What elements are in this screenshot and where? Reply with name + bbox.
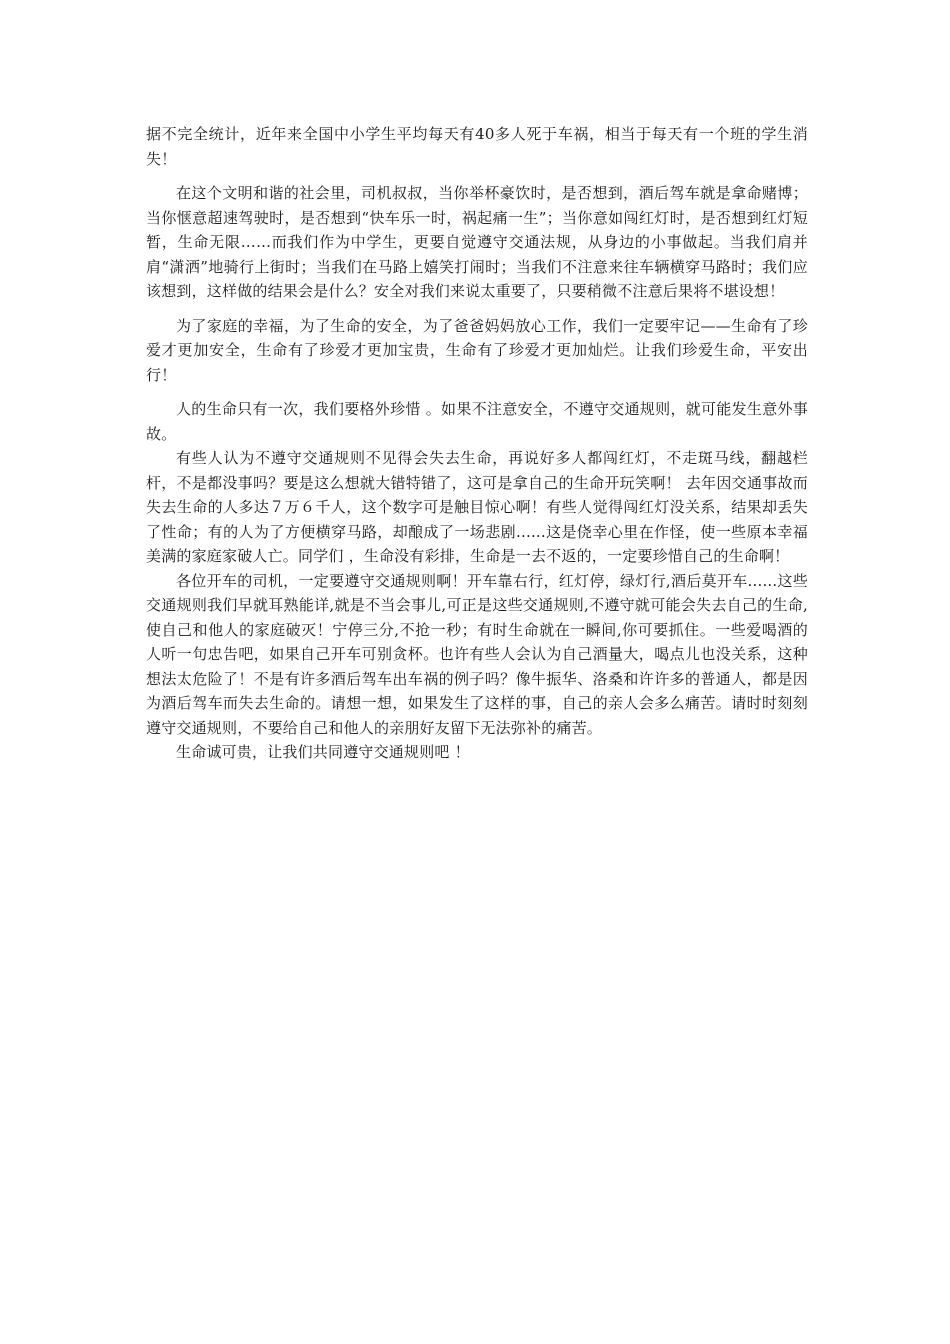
paragraph-car-drivers: 各位开车的司机，一定要遵守交通规则啊！开车靠右行，红灯停，绿灯行,酒后莫开车......这些交通规则我们早就耳熟能详,就是不当会事儿,可正是这些交通规则,不遵守就可能会失去自己的生命,使自己和他人的家庭破灭！宁停三分,不抢一秒；有时生命就在一瞬间,你可要抓住。一些爱喝酒的人听一句忠告吧，如果自己开车可别贪杯。也许有些人会认为自己酒量大，喝点儿也没关系，这种想法太危险了！不是有许多酒后驾车出车祸的例子吗？像牛振华、洛桑和许许多的普通人，都是因为酒后驾车而失去生命的。请想一想，如果发生了这样的事，自己的亲人会多么痛苦。请时时刻刻遵守交通规则，不要给自己和他人的亲朋好友留下无法弥补的痛苦。 bbox=[146, 571, 808, 737]
paragraph-closing: 生命诚可贵，让我们共同遵守交通规则吧 ！ bbox=[176, 743, 470, 761]
paragraph-drivers-students: 在这个文明和谐的社会里，司机叔叔，当你举杯豪饮时，是否想到，酒后驾车就是拿命赌博；当你惬意超速驾驶时，是否想到“快车乐一时，祸起痛一生”；当你意如闯红灯时，是否想到红灯短暂，生命无限……而我们作为中学生，更要自觉遵守交通法规，从身边的小事做起。当我们肩并肩“潇洒”地骑行上街时；当我们在马路上嬉笑打闹时；当我们不注意来往车辆横穿马路时；我们应该想到，这样做的结果会是什么？安全对我们来说太重要了，只要稍微不注意后果将不堪设想！ bbox=[146, 184, 808, 300]
paragraph-statistics: 据不完全统计，近年来全国中小学生平均每天有40多人死于车祸，相当于每天有一个班的学生消失！ bbox=[146, 125, 808, 168]
paragraph-family-safety: 为了家庭的幸福，为了生命的安全，为了爸爸妈妈放心工作，我们一定要牢记——生命有了珍爱才更加安全，生命有了珍爱才更加宝贵，生命有了珍爱才更加灿烂。让我们珍爱生命，平安出行！ bbox=[146, 316, 808, 384]
paragraph-life-once: 人的生命只有一次，我们要格外珍惜 。如果不注意安全，不遵守交通规则，就可能发生意外事故。 bbox=[146, 400, 808, 443]
paragraph-rule-breakers: 有些人认为不遵守交通规则不见得会失去生命，再说好多人都闯红灯，不走斑马线，翻越栏杆，不是都没事吗？要是这么想就大错特错了，这可是拿自己的生命开玩笑啊！ 去年因交通事故而失去生命的人多达７万６千人，这个数字可是触目惊心啊！有些人觉得闯红灯没关系，结果却丢失了性命；有的人为了方便横穿马路，却酿成了一场悲剧......这是侥幸心里在作怪，使一些原本幸福美满的家庭家破人亡。同学们 ，生命没有彩排，生命是一去不返的，一定要珍惜自己的生命啊！ bbox=[146, 449, 808, 565]
document-page bbox=[146, 122, 808, 765]
